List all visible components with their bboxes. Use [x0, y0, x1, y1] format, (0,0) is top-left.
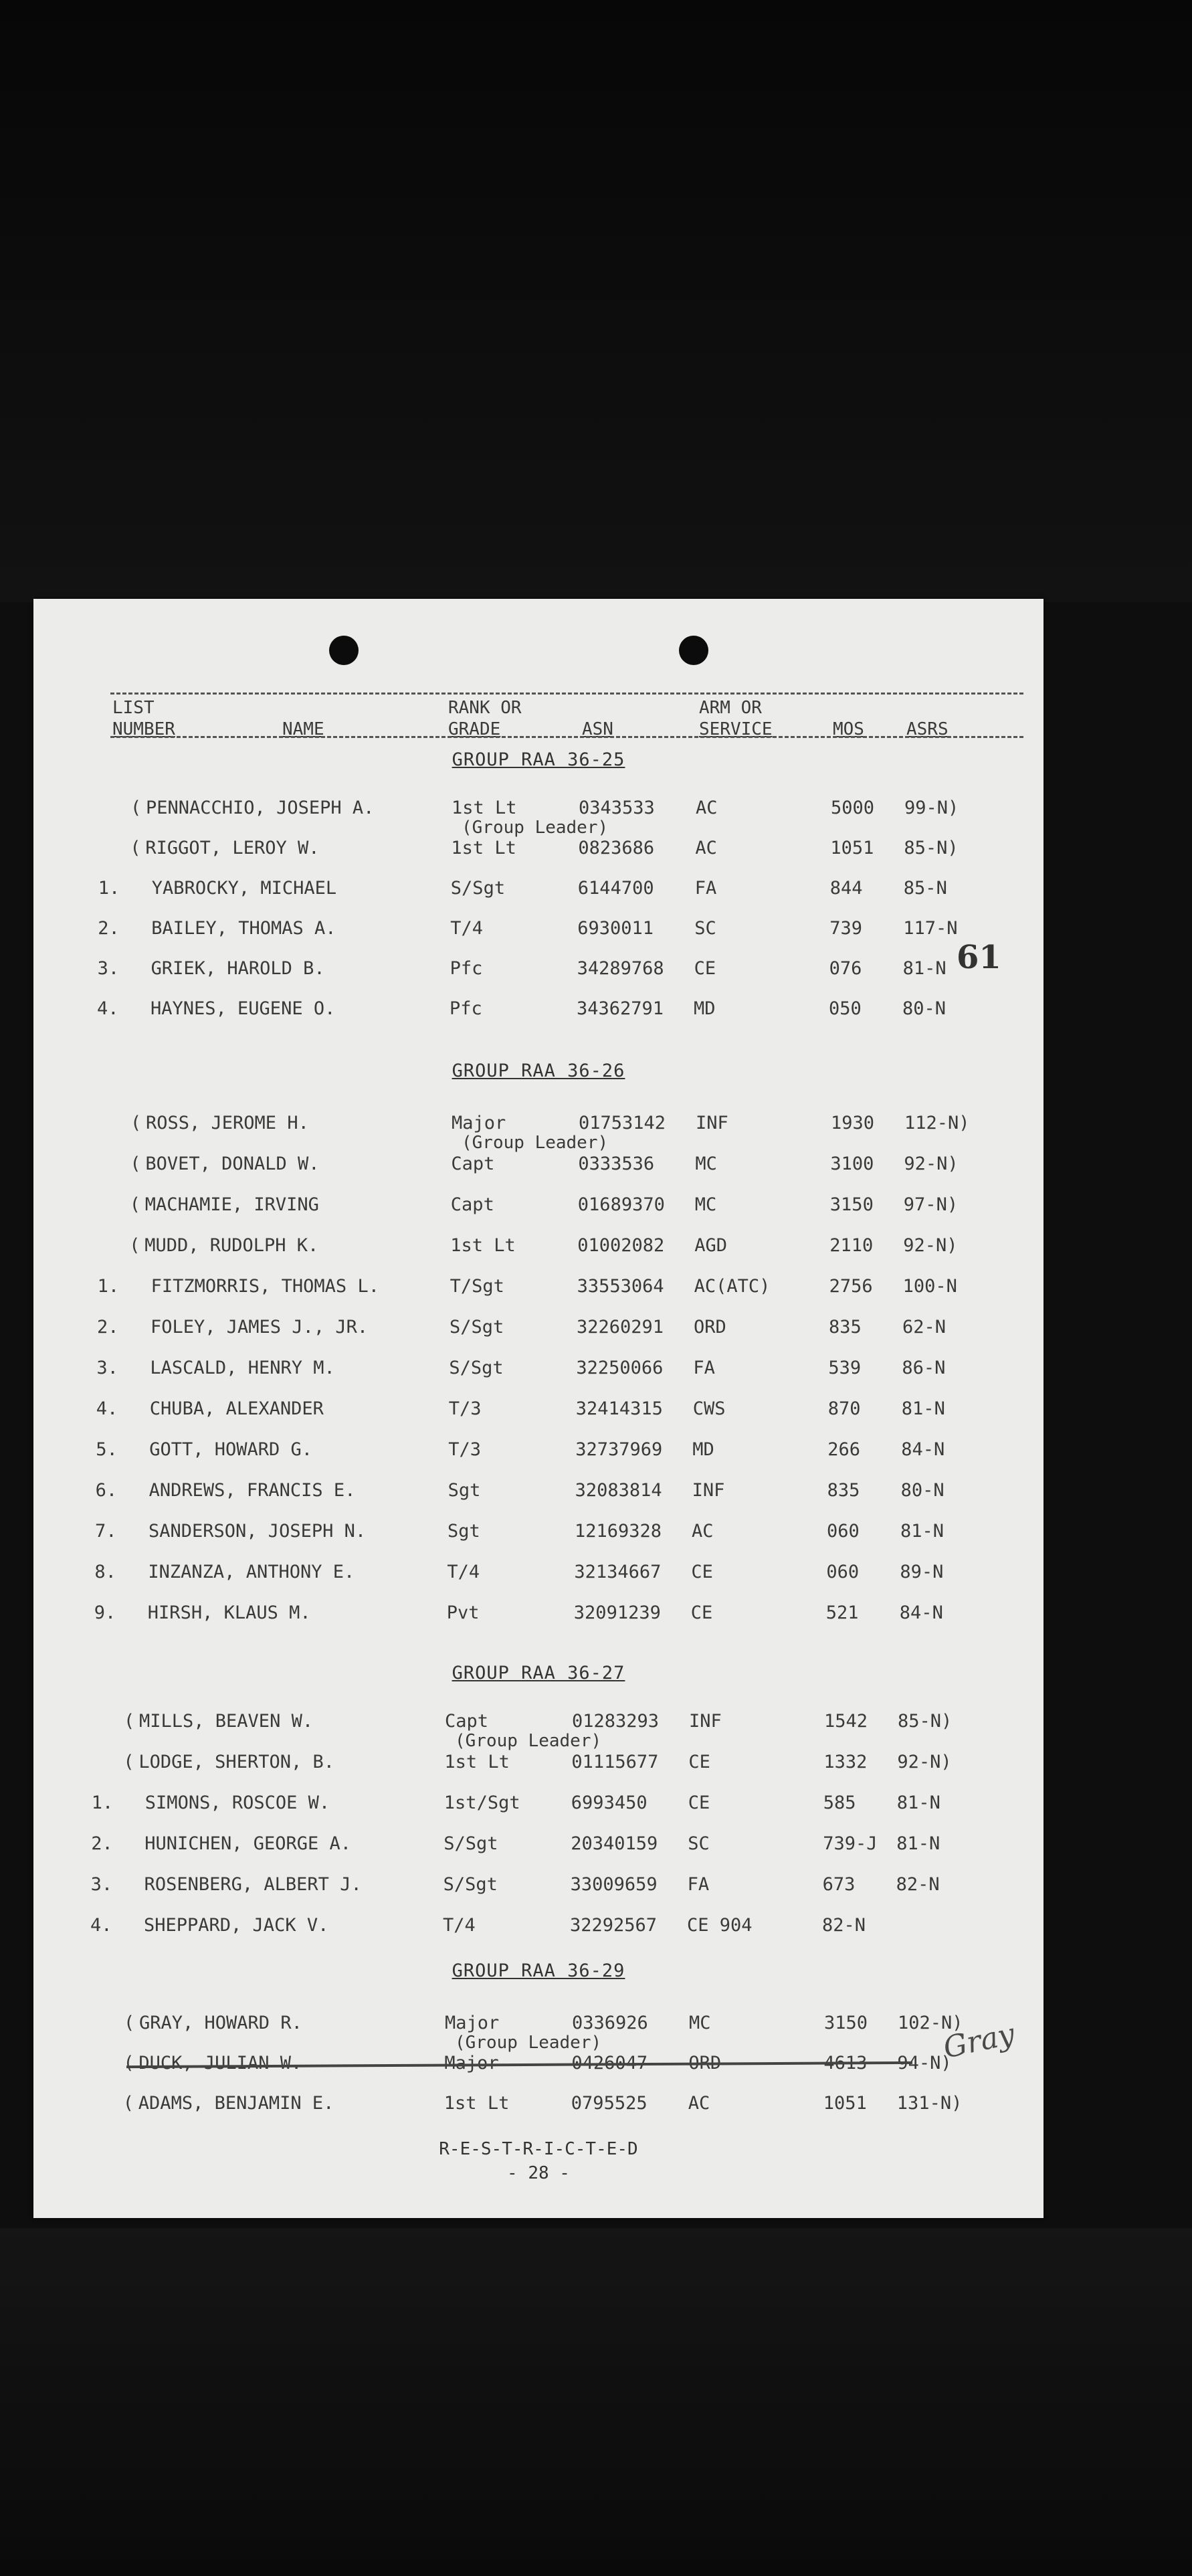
cell-name: MILLS, BEAVEN W. [139, 1711, 314, 1732]
header-rule-top [110, 693, 1023, 695]
cell-arm: INF [692, 1480, 725, 1501]
cell-mos: 1051 [823, 2093, 867, 2114]
cell-name: ADAMS, BENJAMIN E. [138, 2093, 334, 2114]
cell-num: 1. [91, 1792, 114, 1813]
scan-background-top [0, 0, 1192, 602]
cell-mos: 4613 [823, 2053, 868, 2074]
cell-rank: T/3 [448, 1439, 481, 1460]
cell-mos: 1332 [823, 1752, 868, 1772]
cell-num: 4. [90, 1915, 112, 1936]
cell-asn: 32260291 [577, 1317, 664, 1338]
header-list-number-2: NUMBER [112, 719, 175, 739]
cell-rank: 1st/Sgt [443, 1792, 520, 1813]
header-arm-1: ARM OR [699, 698, 762, 718]
cell-rank: Capt [445, 1711, 489, 1732]
cell-mos: 3150 [829, 1194, 874, 1215]
cell-asrs: 84-N [901, 1439, 945, 1460]
cell-mos: 521 [825, 1602, 859, 1623]
cell-name: BOVET, DONALD W. [145, 1154, 320, 1174]
roster-row [33, 838, 1044, 860]
cell-asrs: 102-N) [898, 2013, 963, 2033]
cell-rank: Capt [450, 1194, 494, 1215]
roster-row [33, 1874, 1044, 1897]
cell-arm: MD [692, 1439, 714, 1460]
cell-arm: CE [688, 1792, 710, 1813]
cell-arm: SC [688, 1833, 710, 1854]
roster-row [33, 1752, 1044, 1774]
cell-mos: 1051 [830, 838, 874, 858]
cell-arm: CE 904 [687, 1915, 753, 1936]
cell-num: 4. [97, 998, 119, 1019]
cell-num: 8. [94, 1562, 116, 1582]
cell-asn: 0795525 [571, 2093, 648, 2114]
cell-mos: 673 [822, 1874, 856, 1895]
cell-asn: 34289768 [577, 958, 664, 979]
cell-num: ( [124, 2013, 135, 2033]
cell-rank: Major [444, 2053, 499, 2074]
cell-arm: SC [694, 918, 716, 939]
cell-arm: MD [694, 998, 716, 1019]
roster-row [33, 1358, 1044, 1380]
roster-row [33, 1398, 1044, 1421]
cell-num: 4. [96, 1398, 118, 1419]
cell-mos: 739-J [823, 1833, 878, 1854]
cell-name: HAYNES, EUGENE O. [151, 998, 336, 1019]
cell-num: 7. [95, 1521, 117, 1542]
cell-asrs: 85-N) [904, 838, 959, 858]
cell-arm: FA [694, 878, 717, 899]
cell-name: GRIEK, HAROLD B. [151, 958, 325, 979]
cell-asrs: 81-N [901, 1398, 945, 1419]
cell-asrs: 81-N [902, 958, 947, 979]
cell-rank: T/4 [447, 1562, 480, 1582]
cell-mos: 835 [829, 1317, 862, 1338]
cell-asn: 0426047 [571, 2053, 648, 2074]
header-asn: ASN [582, 719, 613, 739]
cell-asrs: 62-N [902, 1317, 947, 1338]
roster-row [33, 1480, 1044, 1503]
cell-rank: Pfc [450, 998, 482, 1019]
cell-num: 3. [96, 1358, 118, 1378]
roster-row [33, 998, 1044, 1021]
cell-asn: 0336926 [572, 2013, 648, 2033]
cell-asrs: 85-N) [898, 1711, 953, 1732]
cell-arm: CE [694, 958, 716, 979]
cell-asn: 33009659 [570, 1874, 658, 1895]
cell-mos: 870 [827, 1398, 861, 1419]
punch-hole-left [329, 636, 359, 665]
cell-asn: 6993450 [571, 1792, 648, 1813]
cell-mos: 2756 [829, 1276, 873, 1297]
cell-arm: CE [691, 1562, 713, 1582]
cell-arm: AC(ATC) [694, 1276, 771, 1297]
roster-row [33, 878, 1044, 901]
cell-num: ( [123, 2053, 134, 2074]
cell-asn: 32292567 [570, 1915, 658, 1936]
cell-mos: 060 [826, 1562, 860, 1582]
cell-rank: Major [445, 2013, 500, 2033]
cell-name: PENNACCHIO, JOSEPH A. [146, 798, 375, 818]
cell-num: ( [123, 1752, 134, 1772]
group-leader-note: (Group Leader) [455, 1731, 602, 1751]
cell-asn: 32083814 [575, 1480, 662, 1501]
header-mos: MOS [833, 719, 864, 739]
cell-mos: 739 [829, 918, 862, 939]
cell-rank: 1st Lt [451, 838, 516, 858]
cell-arm: AC [696, 798, 718, 818]
header-asrs: ASRS [906, 719, 949, 739]
cell-asn: 32737969 [575, 1439, 663, 1460]
cell-name: SHEPPARD, JACK V. [144, 1915, 329, 1936]
cell-name: SANDERSON, JOSEPH N. [148, 1521, 367, 1542]
cell-rank: T/Sgt [450, 1276, 504, 1297]
roster-row [33, 2093, 1044, 2116]
cell-arm: CE [690, 1602, 713, 1623]
roster-row [33, 1792, 1044, 1815]
roster-row [33, 798, 1044, 820]
cell-rank: 1st Lt [450, 1235, 516, 1256]
cell-num: 1. [98, 878, 120, 899]
cell-rank: S/Sgt [450, 1317, 504, 1338]
group-heading: GROUP RAA 36-25 [452, 749, 625, 770]
cell-num: 1. [97, 1276, 120, 1297]
cell-rank: Pvt [446, 1602, 480, 1623]
cell-num: ( [130, 798, 142, 818]
cell-rank: S/Sgt [449, 1358, 504, 1378]
cell-name: ROSS, JEROME H. [146, 1113, 309, 1133]
cell-asrs: 80-N [902, 998, 947, 1019]
cell-num: ( [130, 838, 141, 858]
cell-mos: 585 [823, 1792, 856, 1813]
group-heading: GROUP RAA 36-26 [452, 1061, 625, 1081]
cell-num: ( [129, 1235, 140, 1256]
header-name: NAME [282, 719, 324, 739]
cell-asn: 33553064 [577, 1276, 664, 1297]
margin-number: 61 [957, 939, 1001, 976]
cell-name: MUDD, RUDOLPH K. [144, 1235, 319, 1256]
cell-name: SIMONS, ROSCOE W. [144, 1792, 330, 1813]
cell-asrs: 112-N) [904, 1113, 970, 1133]
cell-asrs: 81-N [900, 1521, 945, 1542]
cell-num: 6. [95, 1480, 118, 1501]
roster-row [33, 918, 1044, 941]
cell-asn: 32250066 [576, 1358, 664, 1378]
cell-name: RIGGOT, LEROY W. [145, 838, 320, 858]
handwritten-initials: Gray [940, 2017, 1018, 2065]
cell-name: HUNICHEN, GEORGE A. [144, 1833, 352, 1854]
cell-asn: 6144700 [577, 878, 654, 899]
cell-asrs: 99-N) [904, 798, 959, 818]
cell-asrs: 100-N [902, 1276, 957, 1297]
cell-asn: 0333536 [578, 1154, 655, 1174]
cell-arm: MC [694, 1194, 717, 1215]
cell-asrs: 92-N) [904, 1154, 959, 1174]
roster-row [33, 1602, 1044, 1625]
cell-asn: 0823686 [578, 838, 655, 858]
cell-num: 2. [98, 918, 120, 939]
document-page [33, 599, 1044, 2218]
roster-row [33, 1113, 1044, 1135]
roster-row [33, 1235, 1044, 1258]
cell-rank: Sgt [448, 1521, 480, 1542]
cell-num: ( [122, 2093, 134, 2114]
cell-asn: 32134667 [574, 1562, 662, 1582]
cell-num: ( [130, 1113, 142, 1133]
cell-num: 2. [91, 1833, 113, 1854]
cell-asn: 0343533 [579, 798, 655, 818]
cell-num: 3. [97, 958, 120, 979]
cell-asn: 01002082 [577, 1235, 665, 1256]
cell-rank: 1st Lt [444, 1752, 510, 1772]
header-rank-1: RANK OR [448, 698, 522, 718]
cell-asrs: 81-N [896, 1833, 940, 1854]
cell-rank: S/Sgt [443, 1833, 498, 1854]
cell-asrs: 84-N [899, 1602, 943, 1623]
cell-asn: 01283293 [572, 1711, 660, 1732]
cell-mos: 2110 [829, 1235, 874, 1256]
cell-asn: 01115677 [571, 1752, 659, 1772]
cell-arm: CE [688, 1752, 710, 1772]
roster-row [33, 1154, 1044, 1176]
cell-name: FITZMORRIS, THOMAS L. [151, 1276, 379, 1297]
cell-arm: FA [687, 1874, 710, 1895]
cell-name: CHUBA, ALEXANDER [149, 1398, 324, 1419]
cell-asn: 34362791 [577, 998, 664, 1019]
cell-asrs: 97-N) [903, 1194, 959, 1215]
cell-asrs: 94-N) [897, 2053, 952, 2074]
cell-arm: AC [688, 2093, 710, 2114]
cell-arm: ORD [694, 1317, 726, 1338]
cell-asn: 12169328 [575, 1521, 662, 1542]
cell-mos: 1930 [831, 1113, 875, 1133]
cell-arm: MC [695, 1154, 717, 1174]
cell-num: 3. [90, 1874, 113, 1895]
cell-mos: 266 [827, 1439, 860, 1460]
cell-mos: 1542 [824, 1711, 868, 1732]
cell-asn: 32414315 [575, 1398, 663, 1419]
cell-arm: CWS [692, 1398, 726, 1419]
cell-asrs: 80-N [900, 1480, 945, 1501]
cell-num: 9. [94, 1602, 116, 1623]
header-arm-2: SERVICE [699, 719, 773, 739]
punch-hole-right [679, 636, 708, 665]
cell-name: LODGE, SHERTON, B. [138, 1752, 334, 1772]
roster-row [33, 1439, 1044, 1462]
cell-asrs: 92-N) [897, 1752, 952, 1772]
cell-arm: MC [689, 2013, 711, 2033]
cell-asrs: 89-N [900, 1562, 944, 1582]
cell-name: ROSENBERG, ALBERT J. [144, 1874, 362, 1895]
cell-name: LASCALD, HENRY M. [150, 1358, 335, 1378]
cell-rank: T/4 [443, 1915, 476, 1936]
cell-mos: 050 [829, 998, 862, 1019]
cell-rank: 1st Lt [452, 798, 517, 818]
group-heading: GROUP RAA 36-27 [452, 1663, 625, 1683]
cell-mos: 060 [827, 1521, 860, 1542]
cell-mos: 5000 [831, 798, 875, 818]
classification-footer: R-E-S-T-R-I-C-T-E-D [439, 2139, 638, 2159]
cell-rank: Pfc [450, 958, 483, 979]
cell-num: 5. [96, 1439, 118, 1460]
cell-name: INZANZA, ANTHONY E. [148, 1562, 355, 1582]
cell-asrs: 117-N [903, 918, 958, 939]
roster-row [33, 1521, 1044, 1544]
cell-rank: Capt [451, 1154, 495, 1174]
header-list-number-1: LIST [112, 698, 155, 718]
roster-row [33, 1833, 1044, 1856]
cell-arm: AC [695, 838, 717, 858]
roster-row [33, 1562, 1044, 1584]
cell-asrs: 86-N [902, 1358, 946, 1378]
cell-name: MACHAMIE, IRVING [144, 1194, 319, 1215]
group-heading: GROUP RAA 36-29 [452, 1960, 625, 1981]
roster-row [33, 1915, 1044, 1938]
cell-name: HIRSH, KLAUS M. [147, 1602, 311, 1623]
cell-rank: 1st Lt [443, 2093, 510, 2114]
cell-mos: 835 [827, 1480, 860, 1501]
cell-arm: INF [689, 1711, 722, 1732]
cell-asn: 6930011 [577, 918, 654, 939]
group-leader-note: (Group Leader) [462, 1133, 609, 1153]
cell-num: 2. [97, 1317, 119, 1338]
cell-arm: FA [693, 1358, 715, 1378]
cell-name: GRAY, HOWARD R. [139, 2013, 302, 2033]
scan-background-bottom [0, 2228, 1192, 2576]
cell-asrs: 92-N) [903, 1235, 958, 1256]
cell-rank: Major [452, 1113, 506, 1133]
cell-num: ( [129, 1194, 141, 1215]
cell-mos: 076 [829, 958, 862, 979]
cell-arm: ORD [688, 2053, 722, 2074]
group-leader-note: (Group Leader) [462, 818, 609, 838]
cell-rank: T/3 [448, 1398, 482, 1419]
roster-row [33, 1317, 1044, 1340]
cell-mos: 844 [829, 878, 863, 899]
roster-row [33, 1194, 1044, 1217]
cell-name: BAILEY, THOMAS A. [151, 918, 336, 939]
cell-name: FOLEY, JAMES J., JR. [151, 1317, 369, 1338]
header-rank-2: GRADE [448, 719, 501, 739]
cell-asn: 20340159 [571, 1833, 658, 1854]
cell-asrs: 81-N [896, 1792, 940, 1813]
cell-name: DUCK, JULIAN W. [138, 2053, 302, 2074]
header-rule-bottom [110, 736, 1023, 738]
cell-asn: 01753142 [579, 1113, 666, 1133]
cell-rank: S/Sgt [450, 878, 506, 899]
cell-asn: 32091239 [573, 1602, 661, 1623]
cell-asrs: 85-N [903, 878, 947, 899]
roster-row [33, 1711, 1044, 1734]
cell-mos: 82-N [822, 1915, 866, 1936]
cell-arm: INF [696, 1113, 728, 1133]
cell-name: YABROCKY, MICHAEL [151, 878, 337, 899]
cell-name: ANDREWS, FRANCIS E. [148, 1480, 356, 1501]
cell-asrs: 131-N) [896, 2093, 963, 2114]
cell-arm: AC [692, 1521, 714, 1542]
cell-mos: 539 [828, 1358, 862, 1378]
cell-rank: Sgt [448, 1480, 481, 1501]
cell-name: GOTT, HOWARD G. [149, 1439, 313, 1460]
cell-mos: 3100 [830, 1154, 874, 1174]
cell-num: ( [130, 1154, 141, 1174]
roster-row [33, 1276, 1044, 1299]
group-leader-note: (Group Leader) [455, 2033, 602, 2053]
page-number: - 28 - [507, 2163, 570, 2183]
cell-rank: S/Sgt [443, 1874, 498, 1895]
roster-row [33, 958, 1044, 981]
roster-row [33, 2013, 1044, 2035]
cell-num: ( [124, 1711, 135, 1732]
cell-arm: AGD [694, 1235, 727, 1256]
cell-asrs: 82-N [896, 1874, 940, 1895]
cell-rank: T/4 [450, 918, 483, 939]
cell-asn: 01689370 [577, 1194, 665, 1215]
cell-mos: 3150 [824, 2013, 868, 2033]
